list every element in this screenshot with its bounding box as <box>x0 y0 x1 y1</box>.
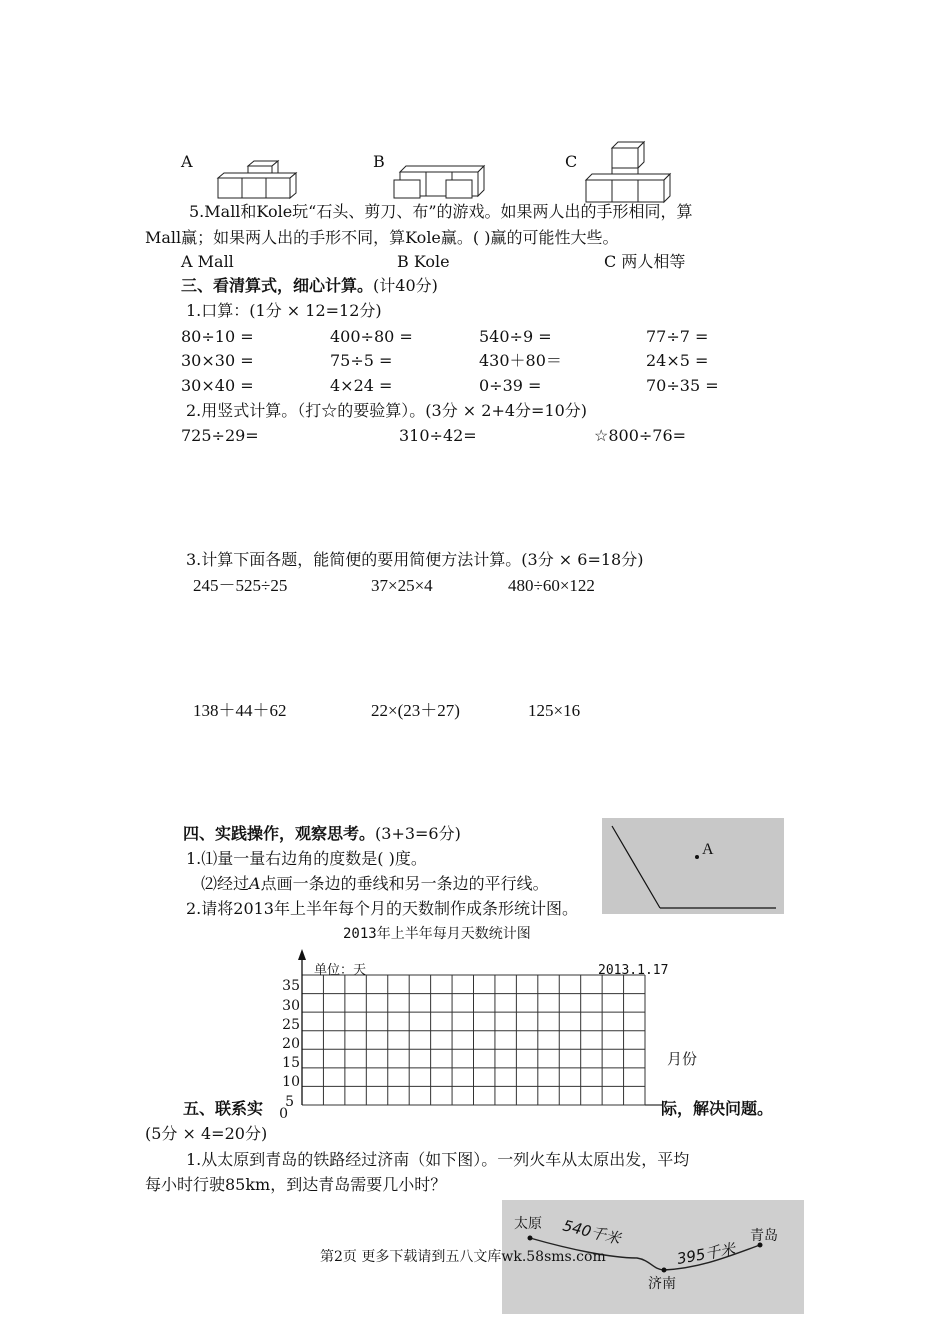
oral-item: 24×5 = <box>646 351 709 370</box>
section4-title: 四、实践操作，观察思考。 <box>183 824 376 843</box>
simple-item: 125×16 <box>528 701 581 720</box>
page-footer: 第2页 更多下载请到五八文库wk.58sms.com <box>320 1249 606 1265</box>
y-tick-label: 35 <box>282 978 300 994</box>
distance-1: 540千米 <box>561 1216 623 1249</box>
oral-item: 4×24 = <box>330 376 393 395</box>
simple-item: 245－525÷25 <box>193 576 288 595</box>
point-a-dot <box>695 855 699 859</box>
section5-title-left: 五、联系实 <box>183 1099 264 1118</box>
option-b-label: B <box>373 152 385 171</box>
y-axis-arrow <box>298 949 306 960</box>
section5-q1-line2: 每小时行驶85km，到达青岛需要几小时？ <box>145 1175 447 1194</box>
oral-item: 30×30 = <box>181 351 254 370</box>
simple-item: 37×25×4 <box>371 576 433 595</box>
section4-q1b-pre: ⑵经过 <box>201 874 250 893</box>
oral-calc-title: 1.口算：(1分 × 12=12分) <box>186 301 382 320</box>
cube-figure-b <box>390 160 500 204</box>
section3-heading <box>181 276 438 296</box>
city-jinan: 济南 <box>648 1276 676 1292</box>
oral-item: 400÷80 = <box>330 327 413 346</box>
vertical-item: 725÷29= <box>181 426 259 445</box>
y-tick-label: 20 <box>282 1036 300 1052</box>
cube-figure-c <box>578 138 688 204</box>
section4-q1b-post: 点画一条边的垂线和另一条边的平行线。 <box>260 874 549 893</box>
angle-figure <box>602 818 784 914</box>
distance-2: 395千米 <box>675 1240 737 1268</box>
section5-score: (5分 × 4=20分) <box>145 1124 268 1143</box>
city-dot-taiyuan <box>528 1236 533 1241</box>
city-dot-jinan <box>662 1268 667 1273</box>
oral-item: 0÷39 = <box>479 376 542 395</box>
section3-score: (计40分) <box>373 276 438 295</box>
y-tick-label: 5 <box>285 1094 294 1110</box>
vertical-calc-title: 2.用竖式计算。（打☆的要验算）。(3分 × 2+4分=10分) <box>186 401 588 420</box>
oral-item: 70÷35 = <box>646 376 719 395</box>
section4-q1a: 1.⑴量一量右边角的度数是( )度。 <box>186 849 427 868</box>
q5-option-b: B Kole <box>397 252 450 271</box>
oral-item: 77÷7 = <box>646 327 709 346</box>
chart-date: 2013.1.17 <box>598 963 669 978</box>
y-tick-label: 15 <box>282 1055 300 1071</box>
vertical-item: ☆800÷76= <box>594 426 687 445</box>
q5-option-a: A Mall <box>181 252 234 271</box>
y-tick-label: 30 <box>282 998 300 1014</box>
angle-point-label: A <box>702 841 714 858</box>
oral-item: 30×40 = <box>181 376 254 395</box>
section5-title-right: 际，解决问题。 <box>661 1099 774 1118</box>
section4-q1b-point: A <box>249 874 261 893</box>
oral-item: 540÷9 = <box>479 327 552 346</box>
simple-item: 138＋44＋62 <box>193 701 287 720</box>
oral-item: 75÷5 = <box>330 351 393 370</box>
chart-unit: 单位：天 <box>314 963 367 978</box>
y-tick-label: 10 <box>282 1074 300 1090</box>
vertical-item: 310÷42= <box>399 426 477 445</box>
section5-q1-line1: 1.从太原到青岛的铁路经过济南（如下图）。一列火车从太原出发，平均 <box>186 1150 690 1169</box>
oral-item: 80÷10 = <box>181 327 254 346</box>
option-c-label: C <box>565 152 578 171</box>
oral-item: 430＋80＝ <box>479 351 562 370</box>
section4-q2: 2.请将2013年上半年每个月的天数制作成条形统计图。 <box>186 899 578 918</box>
section3-title: 三、看清算式，细心计算。 <box>181 276 374 295</box>
simple-item: 480÷60×122 <box>508 576 595 595</box>
simple-calc-title: 3.计算下面各题，能简便的要用简便方法计算。(3分 × 6=18分) <box>186 550 644 569</box>
option-a-label: A <box>181 152 193 171</box>
city-qingdao: 青岛 <box>750 1228 778 1244</box>
y-tick-label: 0 <box>279 1106 288 1122</box>
cube-figure-a <box>212 160 312 204</box>
city-taiyuan: 太原 <box>514 1216 542 1232</box>
q5-line2: Mall赢；如果两人出的手形不同，算Kole赢。( )赢的可能性大些。 <box>145 228 619 247</box>
q5-line1: 5.Mall和Kole玩“石头、剪刀、布”的游戏。如果两人出的手形相同，算 <box>189 202 693 221</box>
q5-option-c: C 两人相等 <box>604 252 686 271</box>
y-tick-label: 25 <box>282 1017 300 1033</box>
section4-heading <box>183 824 461 844</box>
blank-bar-chart <box>278 948 698 1122</box>
x-axis-label: 月份 <box>667 1050 698 1068</box>
section4-q1b <box>201 874 549 894</box>
section4-score: (3+3=6分) <box>375 824 461 843</box>
chart-title: 2013年上半年每月天数统计图 <box>343 926 531 942</box>
simple-item: 22×(23＋27) <box>371 701 460 720</box>
